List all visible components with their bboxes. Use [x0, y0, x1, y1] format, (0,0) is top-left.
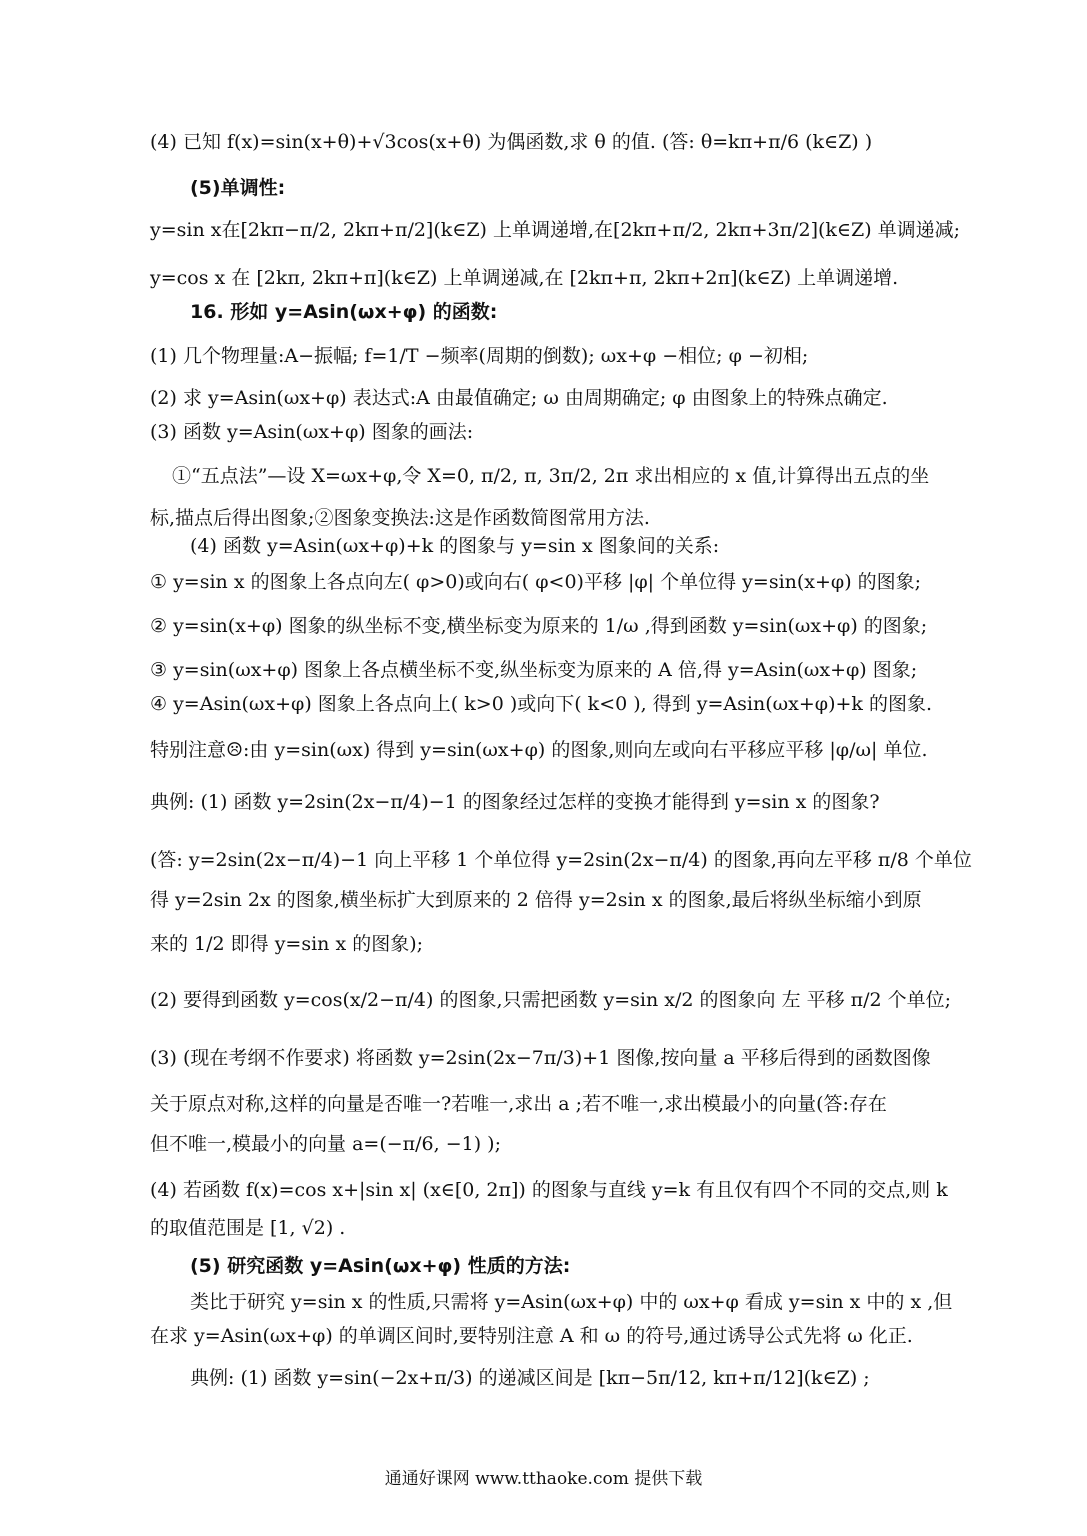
text-line-12: ① y=sin x 的图象上各点向左( φ>0)或向右( φ<0)平移 |φ| 个单位得 y=sin(x+φ) 的图象; [150, 571, 922, 593]
section-heading-16: 16. 形如 y=Asin(ωx+φ) 的函数: [190, 301, 498, 323]
text-line-6: (1) 几个物理量:A−振幅; f=1/T −频率(周期的倒数); ωx+φ −相位; φ −初相; [150, 345, 809, 367]
example-answer-line-2: 得 y=2sin 2x 的图象,横坐标扩大到原来的 2 倍得 y=2sin x 的图象,最后将纵坐标缩小到原 [150, 889, 922, 911]
page-footer: 通通好课网 www.tthaoke.com 提供下载 [384, 1469, 703, 1489]
text-line-1: (4) 已知 f(x)=sin(x+θ)+√3cos(x+θ) 为偶函数,求 θ 的值. (答: θ=kπ+π/6 (k∈Z) ) [150, 131, 873, 153]
text-line-11: (4) 函数 y=Asin(ωx+φ)+k 的图象与 y=sin x 图象间的关系: [190, 535, 720, 557]
method-line-1: 类比于研究 y=sin x 的性质,只需将 y=Asin(ωx+φ) 中的 ωx+φ 看成 y=sin x 中的 x ,但 [190, 1291, 953, 1313]
method-heading: (5) 研究函数 y=Asin(ωx+φ) 性质的方法: [190, 1255, 571, 1277]
method-line-2: 在求 y=Asin(ωx+φ) 的单调区间时,要特别注意 A 和 ω 的符号,通过诱导公式先将 ω 化正. [150, 1325, 913, 1347]
special-note-line: 特别注意☹:由 y=sin(ωx) 得到 y=sin(ωx+φ) 的图象,则向左或向右平移应平移 |φ/ω| 单位. [150, 739, 928, 761]
example-line-8: 典例: (1) 函数 y=sin(−2x+π/3) 的递减区间是 [kπ−5π/12, kπ+π/12](k∈Z) ; [190, 1367, 870, 1389]
text-line-8: (3) 函数 y=Asin(ωx+φ) 图象的画法: [150, 421, 474, 443]
text-line-7: (2) 求 y=Asin(ωx+φ) 表达式:A 由最值确定; ω 由周期确定; φ 由图象上的特殊点确定. [150, 387, 888, 409]
text-line-10: 标,描点后得出图象;②图象变换法:这是作函数简图常用方法. [150, 507, 650, 529]
text-line-2: (5)单调性: [190, 177, 286, 199]
text-line-4: y=cos x 在 [2kπ, 2kπ+π](k∈Z) 上单调递减,在 [2kπ+π, 2kπ+2π](k∈Z) 上单调递增. [150, 267, 899, 289]
example-line-3: (3) (现在考纲不作要求) 将函数 y=2sin(2x−7π/3)+1 图像,按向量 a 平移后得到的函数图像 [150, 1047, 931, 1069]
text-line-9: ①“五点法”—设 X=ωx+φ,令 X=0, π/2, π, 3π/2, 2π 求出相应的 x 值,计算得出五点的坐 [172, 465, 930, 487]
text-line-3: y=sin x在[2kπ−π/2, 2kπ+π/2](k∈Z) 上单调递增,在[2kπ+π/2, 2kπ+3π/2](k∈Z) 单调递减; [150, 219, 961, 241]
text-line-14: ③ y=sin(ωx+φ) 图象上各点横坐标不变,纵坐标变为原来的 A 倍,得 y=Asin(ωx+φ) 图象; [150, 659, 918, 681]
text-line-15: ④ y=Asin(ωx+φ) 图象上各点向上( k>0 )或向下( k<0 ), 得到 y=Asin(ωx+φ)+k 的图象. [150, 693, 932, 715]
example-answer-line-1: (答: y=2sin(2x−π/4)−1 向上平移 1 个单位得 y=2sin(2x−π/4) 的图象,再向左平移 π/8 个单位 [150, 849, 972, 871]
example-line-5: 但不唯一,模最小的向量 a=(−π/6, −1) ); [150, 1133, 501, 1155]
example-line-4: 关于原点对称,这样的向量是否唯一?若唯一,求出 a ;若不唯一,求出模最小的向量(答:存在 [150, 1093, 887, 1115]
example-line-7: 的取值范围是 [1, √2) . [150, 1217, 346, 1239]
text-line-13: ② y=sin(x+φ) 图象的纵坐标不变,横坐标变为原来的 1/ω ,得到函数 y=sin(ωx+φ) 的图象; [150, 615, 928, 637]
example-answer-line-3: 来的 1/2 即得 y=sin x 的图象); [150, 933, 424, 955]
example-line-2: (2) 要得到函数 y=cos(x/2−π/4) 的图象,只需把函数 y=sin x/2 的图象向 左 平移 π/2 个单位; [150, 989, 952, 1011]
example-line-6: (4) 若函数 f(x)=cos x+|sin x| (x∈[0, 2π]) 的图象与直线 y=k 有且仅有四个不同的交点,则 k [150, 1179, 948, 1201]
example-line-1: 典例: (1) 函数 y=2sin(2x−π/4)−1 的图象经过怎样的变换才能得到 y=sin x 的图象? [150, 791, 880, 813]
